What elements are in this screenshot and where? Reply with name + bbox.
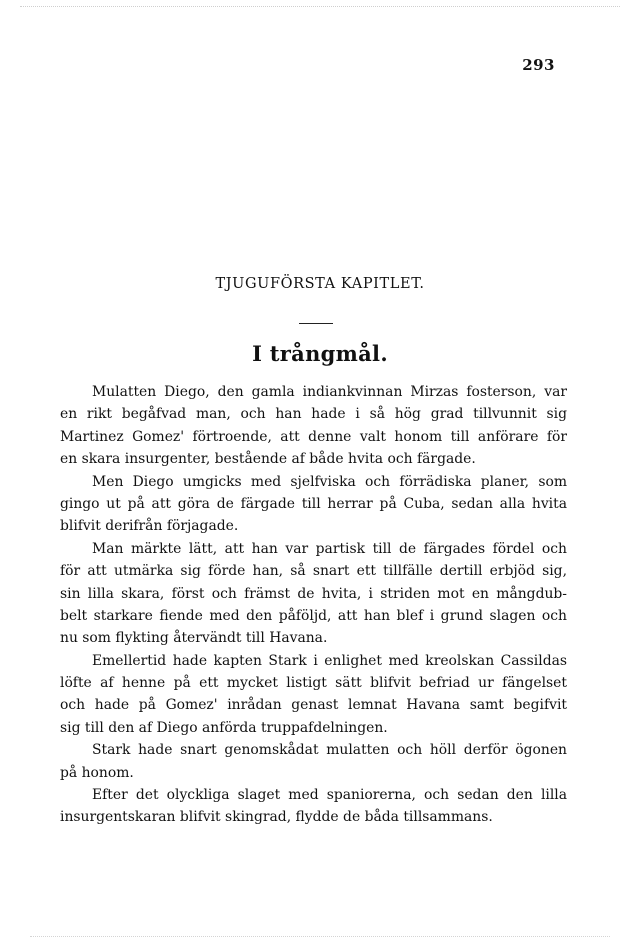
- paragraph-line: blifvit derifrån förjagade.: [60, 518, 239, 535]
- paragraph-line: löfte af henne på ett mycket listigt sätt blifvit befriad ur fängelset: [60, 675, 567, 692]
- paragraph-line: en skara insurgenter, bestående af både hvita och färgade.: [60, 451, 476, 468]
- paragraph-line: och hade på Gomez' inrådan genast lemnat Havana samt begifvit: [60, 697, 567, 714]
- paragraph-line: gingo ut på att göra de färgade till herrar på Cuba, sedan alla hvita: [60, 495, 567, 512]
- chapter-heading: TJUGUFÖRSTA KAPITLET.: [215, 276, 425, 292]
- scan-edge-bottom: [30, 936, 610, 937]
- paragraph-line: Emellertid hade kapten Stark i enlighet med kreolskan Cassildas: [92, 652, 567, 669]
- body-text: [60, 381, 567, 829]
- paragraph-line: belt starkare fiende med den påföljd, att han blef i grund slagen och: [60, 607, 567, 624]
- paragraph-line: sin lilla skara, först och främst de hvita, i striden mot en mångdub-: [60, 585, 567, 602]
- paragraph-line: på honom.: [60, 764, 134, 781]
- chapter-title: I trångmål.: [252, 341, 388, 366]
- section-divider: [299, 323, 333, 324]
- paragraph-line: för att utmärka sig förde han, så snart ett tillfälle dertill erbjöd sig,: [60, 563, 567, 580]
- paragraph-line: en rikt begåfvad man, och han hade i så hög grad tillvunnit sig: [60, 406, 567, 423]
- page-number: 293: [522, 56, 555, 74]
- scan-edge-top: [20, 6, 620, 7]
- paragraph-line: Men Diego umgicks med sjelfviska och förrädiska planer, som: [92, 473, 567, 490]
- paragraph-line: sig till den af Diego anförda truppafdelningen.: [60, 719, 388, 736]
- paragraph-line: Mulatten Diego, den gamla indiankvinnan Mirzas fosterson, var: [92, 384, 567, 400]
- paragraph-line: insurgentskaran blifvit skingrad, flydde de båda tillsammans.: [60, 809, 493, 826]
- paragraph-line: Efter det olyckliga slaget med spaniorerna, och sedan den lilla: [92, 787, 567, 804]
- paragraph-line: Stark hade snart genomskådat mulatten och höll derför ögonen: [92, 742, 567, 759]
- paragraph-line: Man märkte lätt, att han var partisk till de färgades fördel och: [92, 540, 567, 557]
- paragraph-line: nu som flykting återvändt till Havana.: [60, 630, 328, 647]
- paragraph-line: Martinez Gomez' förtroende, att denne valt honom till anförare för: [60, 428, 567, 445]
